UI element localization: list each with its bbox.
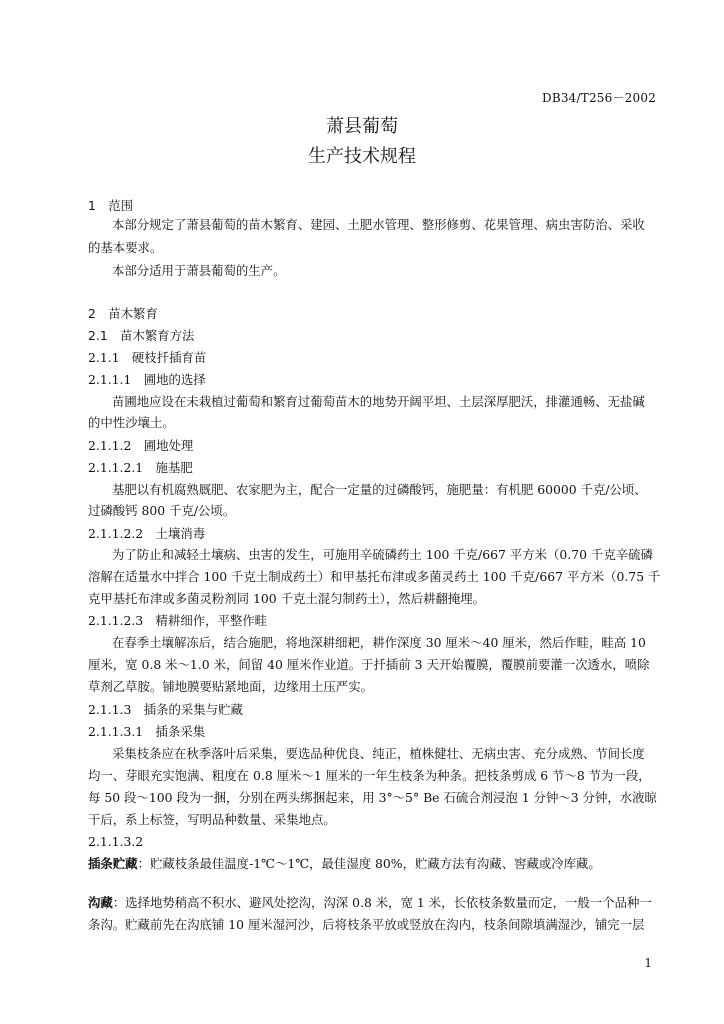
subsection-heading: 2.1 苗木繁育方法 — [88, 328, 195, 343]
trench-paragraph-line — [88, 895, 658, 911]
paragraph-line: 均一、芽眼充实饱满、粗度在 0.8 厘米～1 厘米的一年生枝条为种条。把枝条剪成 6 节～8 节为一段， — [88, 768, 651, 783]
paragraph-line: 过磷酸钙 800 千克/公顷。 — [88, 503, 236, 518]
term-label: 插条贮藏 — [88, 856, 138, 871]
paragraph-line: 为了防止和减轻土壤病、虫害的发生，可施用辛硫磷药土 100 千克/667 平方米（0.70 千克辛硫磷 — [112, 547, 653, 562]
subsection-heading: 2.1.1 硬枝扦插育苗 — [88, 350, 207, 365]
paragraph-line: 条沟。贮藏前先在沟底铺 10 厘米湿河沙，后将枝条平放或竖放在沟内，枝条间隙填满湿沙，铺完一层 — [88, 917, 645, 932]
subsection-heading: 2.1.1.3.1 插条采集 — [88, 724, 206, 739]
document-title-line2: 生产技术规程 — [308, 146, 416, 167]
paragraph-line: 克甲基托布津或多菌灵粉剂同 100 千克土混匀制药土），然后耕翻掩埋。 — [88, 591, 486, 606]
document-title-line1: 萧县葡萄 — [326, 116, 398, 137]
subsection-heading: 2.1.1.3.2 — [88, 834, 144, 849]
paragraph-line: 基肥以有机腐熟厩肥、农家肥为主，配合一定量的过磷酸钙，施肥量：有机肥 60000 千克/公顷、 — [112, 482, 647, 497]
paragraph-line: 的中性沙壤土。 — [88, 415, 175, 430]
term-label: 沟藏 — [88, 895, 113, 910]
section-heading-scope: 1 范围 — [88, 198, 134, 213]
paragraph-line: 的基本要求。 — [88, 240, 163, 255]
page-number: 1 — [644, 956, 652, 970]
standard-code: DB34/T256－2002 — [542, 91, 656, 105]
subsection-heading: 2.1.1.2.2 土壤消毒 — [88, 526, 206, 541]
paragraph-line: 溶解在适量水中拌合 100 千克土制成药土）和甲基托布津或多菌灵药土 100 千克/667 平方米（0.75 千 — [88, 569, 661, 584]
paragraph-line: 厘米，宽 0.8 米～1.0 米，间留 40 厘米作业道。于扦插前 3 天开始覆膜，覆膜前要灌一次透水，喷除 — [88, 657, 650, 672]
storage-paragraph-line — [88, 856, 658, 872]
paragraph-line: 在春季土壤解冻后，结合施肥，将地深耕细耙，耕作深度 30 厘米～40 厘米，然后作畦，畦高 10 — [112, 635, 646, 650]
section-heading-seedling: 2 苗木繁育 — [88, 306, 158, 321]
paragraph-line: 苗圃地应设在未栽植过葡萄和繁育过葡萄苗木的地势开阔平坦、土层深厚肥沃，排灌通畅、无盐碱 — [112, 394, 645, 409]
paragraph-line: 本部分规定了萧县葡萄的苗木繁育、建园、土肥水管理、整形修剪、花果管理、病虫害防治、采收 — [112, 217, 645, 232]
paragraph-line: 本部分适用于萧县葡萄的生产。 — [112, 263, 286, 278]
subsection-heading: 2.1.1.2 圃地处理 — [88, 438, 194, 453]
paragraph-line: 干后，系上标签，写明品种数量、采集地点。 — [88, 812, 336, 827]
term-text: ：贮藏枝条最佳温度-1℃～1℃，最佳湿度 80%，贮藏方法有沟藏、窖藏或冷库藏。 — [137, 856, 601, 871]
term-text: ：选择地势稍高不积水、避风处挖沟，沟深 0.8 米，宽 1 米，长依枝条数量而定，一般一个品种一 — [112, 895, 652, 910]
subsection-heading: 2.1.1.2.3 精耕细作，平整作畦 — [88, 613, 268, 628]
subsection-heading: 2.1.1.1 圃地的选择 — [88, 372, 206, 387]
subsection-heading: 2.1.1.2.1 施基肥 — [88, 460, 193, 475]
paragraph-line: 采集枝条应在秋季落叶后采集，要选品种优良、纯正，植株健壮、无病虫害、充分成熟、节间长度 — [112, 746, 645, 761]
paragraph-line: 草剂乙草胺。铺地膜要贴紧地面，边缘用土压严实。 — [88, 679, 373, 694]
subsection-heading: 2.1.1.3 插条的采集与贮藏 — [88, 702, 243, 717]
paragraph-line: 每 50 段～100 段为一捆，分别在两头绑捆起来，用 3°～5° Be 石硫合剂浸泡 1 分钟～3 分钟，水液晾 — [88, 790, 657, 805]
